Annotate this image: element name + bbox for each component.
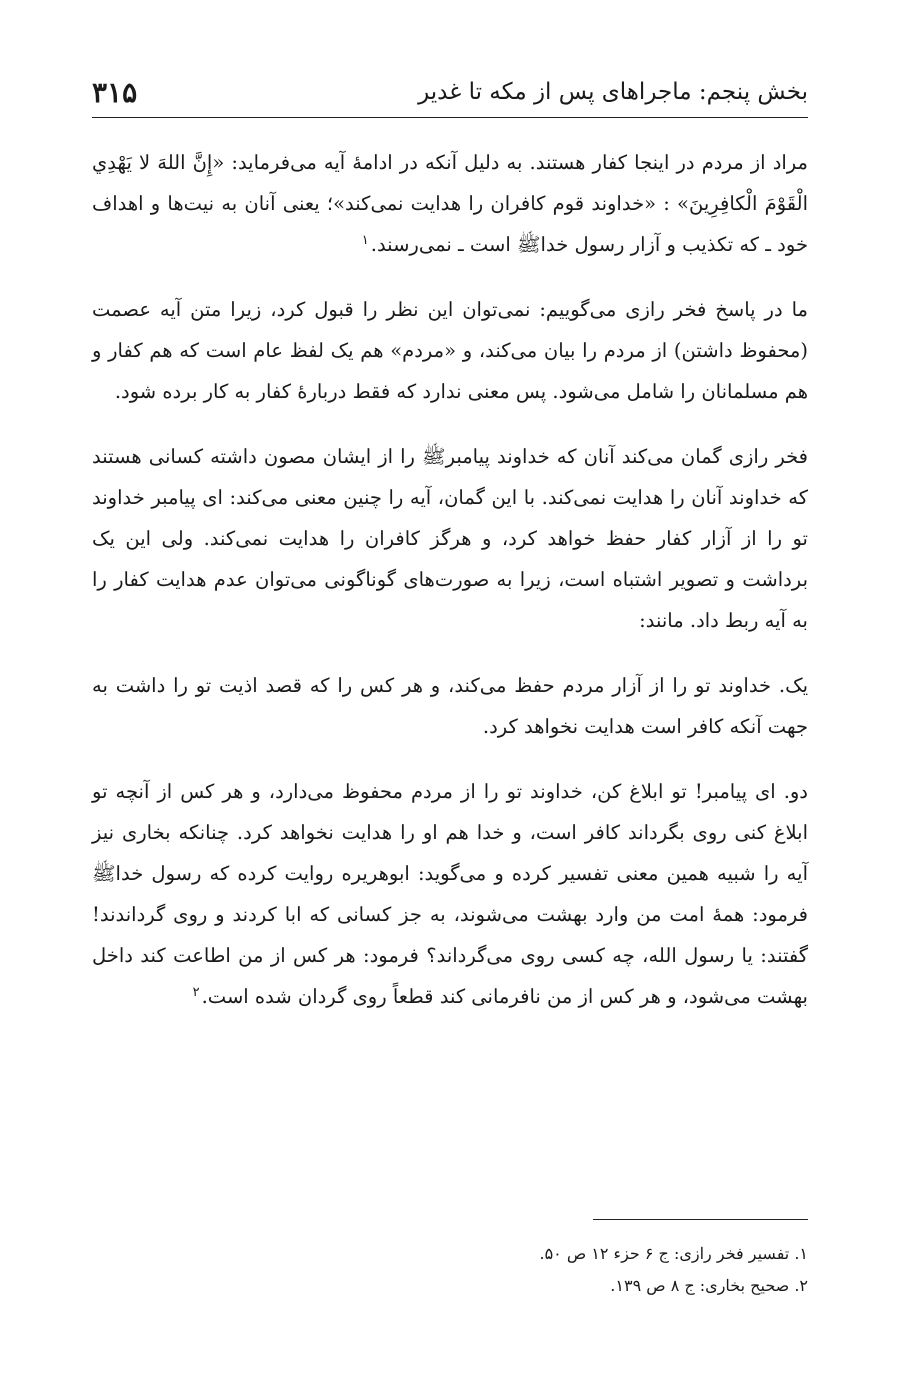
paragraph-2 [92, 289, 808, 412]
paragraph-3-text: فخر رازی گمان می‌کند آنان که خداوند پیامبرﷺ را از ایشان مصون داشته کسانی هستند که خداوند آنان را هدایت نمی‌کند. با این گمان، آیه را چنین معنی می‌کند: ای پیامبر خداوند تو را از آزار کفار حفظ خواهد کرد، و هرگز کافران را هدایت نمی‌کند. ولی این یک برداشت و تصویر اشتباه است، زیرا به صورت‌های گوناگونی می‌توان عدم هدایت کفار را به آیه ربط داد. مانند: [92, 445, 808, 632]
footnote-rule [593, 1219, 808, 1220]
page-number: ۳۱۵ [92, 75, 138, 109]
footnote-2: ۲. صحیح بخاری: ج ۸ ص ۱۳۹. [610, 1276, 808, 1295]
paragraph-4-text: یک. خداوند تو را از آزار مردم حفظ می‌کند، و هر کس را که قصد اذیت تو را داشت به جهت آنکه کافر است هدایت نخواهد کرد. [92, 674, 808, 738]
body-text [92, 142, 808, 1041]
footnote-1: ۱. تفسیر فخر رازی: ج ۶ حزء ۱۲ ص ۵۰. [539, 1244, 808, 1263]
paragraph-1-text: مراد از مردم در اینجا کفار هستند. به دلیل آنکه در ادامهٔ آیه می‌فرماید: «إِنَّ اللهَ لا يَهْدِي الْقَوْمَ الْكافِرِينَ» : «خداوند قوم کافران را هدایت نمی‌کند»؛ یعنی آنان به نیت‌ها و اهداف خود ـ که تکذیب و آزار رسول خداﷺ است ـ نمی‌رسند. [92, 151, 808, 256]
paragraph-3 [92, 436, 808, 641]
footnote-ref-2: ۲ [192, 984, 200, 1000]
paragraph-5-text: دو. ای پیامبر! تو ابلاغ کن، خداوند تو را از مردم محفوظ می‌دارد، و هر کس از آنچه تو ابلاغ کنی روی بگرداند کافر است، و خدا هم او را هدایت نخواهد کرد. چنانکه بخاری نیز آیه را شبیه همین معنی تفسیر کرده و می‌گوید: ابوهریره روایت کرده که رسول خداﷺ فرمود: همهٔ امت من وارد بهشت می‌شوند، به جز کسانی که ابا کردند و روی گرداندند! گفتند: یا رسول الله، چه کسی روی می‌گرداند؟ فرمود: هر کس از من اطاعت کند داخل بهشت می‌شود، و هر کس از من نافرمانی کند قطعاً روی گردان شده است. [92, 780, 808, 1008]
chapter-title: بخش پنجم: ماجراهای پس از مکه تا غدیر [418, 79, 808, 105]
paragraph-2-text: ما در پاسخ فخر رازی می‌گوییم: نمی‌توان این نظر را قبول کرد، زیرا متن آیه عصمت (محفوظ داشتن) از مردم را بیان می‌کند، و «مردم» هم یک لفظ عام است که هم کفار و هم مسلمانان را شامل می‌شود. پس معنی ندارد که فقط دربارهٔ کفار به کار برده شود. [92, 298, 808, 403]
paragraph-1 [92, 142, 808, 265]
header-rule [92, 117, 808, 118]
footnote-ref-1: ۱ [361, 232, 369, 248]
footnotes [92, 1238, 808, 1302]
paragraph-4 [92, 665, 808, 747]
running-header [92, 72, 808, 112]
paragraph-5 [92, 771, 808, 1017]
